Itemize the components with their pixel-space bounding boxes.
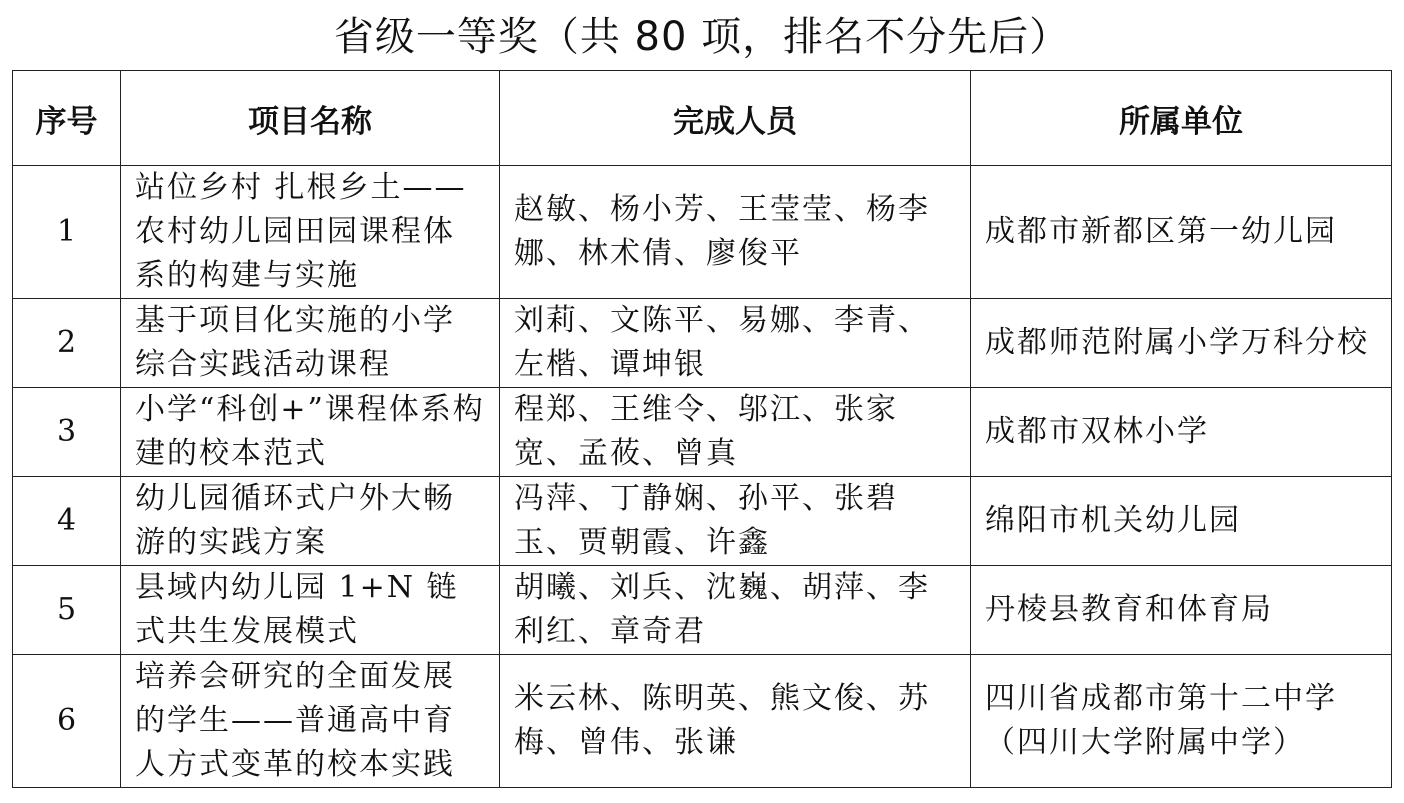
cell-members: 米云林、陈明英、熊文俊、苏梅、曾伟、张谦 xyxy=(500,655,971,788)
cell-number: 3 xyxy=(13,388,121,477)
cell-unit: 成都市双林小学 xyxy=(971,388,1392,477)
cell-number: 1 xyxy=(13,166,121,299)
cell-members: 刘莉、文陈平、易娜、李青、左楷、谭坤银 xyxy=(500,299,971,388)
cell-project-name: 培养会研究的全面发展的学生——普通高中育人方式变革的校本实践 xyxy=(121,655,500,788)
cell-unit: 绵阳市机关幼儿园 xyxy=(971,477,1392,566)
cell-members: 程郑、王维令、邬江、张家宽、孟莜、曾真 xyxy=(500,388,971,477)
cell-members: 冯萍、丁静娴、孙平、张碧玉、贾朝霞、许鑫 xyxy=(500,477,971,566)
awards-table xyxy=(12,70,1392,788)
cell-project-name: 幼儿园循环式户外大畅游的实践方案 xyxy=(121,477,500,566)
table-row xyxy=(13,655,1392,788)
table-header-row xyxy=(13,71,1392,166)
cell-number: 5 xyxy=(13,566,121,655)
table-row xyxy=(13,166,1392,299)
cell-number: 4 xyxy=(13,477,121,566)
page-title: 省级一等奖（共 80 项，排名不分先后） xyxy=(333,14,1071,60)
cell-project-name: 县域内幼儿园 1+N 链式共生发展模式 xyxy=(121,566,500,655)
cell-unit: 四川省成都市第十二中学（四川大学附属中学） xyxy=(971,655,1392,788)
table-row xyxy=(13,299,1392,388)
cell-project-name: 站位乡村 扎根乡土——农村幼儿园田园课程体系的构建与实施 xyxy=(121,166,500,299)
cell-unit: 成都市新都区第一幼儿园 xyxy=(971,166,1392,299)
cell-project-name: 基于项目化实施的小学综合实践活动课程 xyxy=(121,299,500,388)
table-row xyxy=(13,388,1392,477)
cell-members: 胡曦、刘兵、沈巍、胡萍、李利红、章奇君 xyxy=(500,566,971,655)
table-row xyxy=(13,477,1392,566)
header-project-name: 项目名称 xyxy=(121,71,500,166)
cell-number: 2 xyxy=(13,299,121,388)
cell-number: 6 xyxy=(13,655,121,788)
header-members: 完成人员 xyxy=(500,71,971,166)
table-row xyxy=(13,566,1392,655)
cell-unit: 成都师范附属小学万科分校 xyxy=(971,299,1392,388)
cell-project-name: 小学“科创+”课程体系构建的校本范式 xyxy=(121,388,500,477)
header-unit: 所属单位 xyxy=(971,71,1392,166)
cell-unit: 丹棱县教育和体育局 xyxy=(971,566,1392,655)
cell-members: 赵敏、杨小芳、王莹莹、杨李娜、林术倩、廖俊平 xyxy=(500,166,971,299)
header-number: 序号 xyxy=(13,71,121,166)
